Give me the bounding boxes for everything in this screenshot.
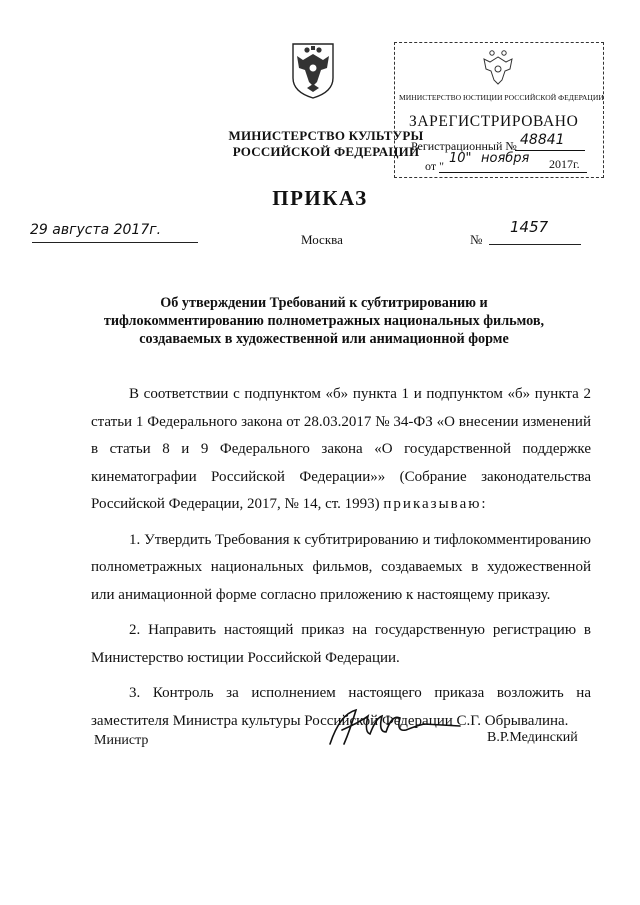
subject-line-3: создаваемых в художественной или анимационной форме <box>139 331 509 347</box>
subject-line-2: тифлокомментированию полнометражных национальных фильмов, <box>103 313 545 329</box>
stamp-date-prefix: от " <box>425 159 444 173</box>
subject-line-1: Об утверждении Требований к субтитрированию и <box>160 295 488 311</box>
document-title: ПРИКАЗ <box>272 186 368 210</box>
order-number-sign: № <box>470 232 483 247</box>
order-number-handwritten: 1457 <box>510 218 549 236</box>
order-city: Москва <box>301 232 343 247</box>
signer-name: В.Р.Мединский <box>487 730 578 745</box>
stamp-month: ноября <box>481 151 530 166</box>
order-body <box>91 381 591 735</box>
stamp-day: 10" <box>449 151 472 166</box>
stamp-coat-of-arms-icon <box>479 46 517 88</box>
order-item-2: 2. Направить настоящий приказ на государственную регистрацию в Министерство юстиции Российской Федерации. <box>91 622 591 666</box>
coat-of-arms-icon <box>289 38 337 100</box>
ministry-line-2: РОССИЙСКОЙ ФЕДЕРАЦИИ <box>232 144 420 159</box>
stamp-date-underline <box>439 172 587 173</box>
decree-word: приказываю: <box>383 496 488 512</box>
order-item-3: 3. Контроль за исполнением настоящего приказа возложить на заместителя Министра культуры Российской Федерации С.Г. Обрывалина. <box>91 685 591 729</box>
stamp-number-label: Регистрационный № <box>411 139 517 153</box>
order-date-underline <box>32 242 198 243</box>
order-subject <box>94 294 554 348</box>
signer-role: Министр <box>94 733 149 748</box>
order-item-1: 1. Утвердить Требования к субтитрированию и тифлокомментированию полнометражных национальных фильмов, создаваемых в художественной или анимационной форме согласно приложению к настоящему приказу. <box>91 531 591 603</box>
ministry-line-1: МИНИСТЕРСТВО КУЛЬТУРЫ <box>228 128 424 143</box>
stamp-number-value: 48841 <box>520 132 565 148</box>
stamp-registered-label: ЗАРЕГИСТРИРОВАНО <box>409 113 579 130</box>
stamp-year: 2017г. <box>549 157 580 171</box>
stamp-ministry: МИНИСТЕРСТВО ЮСТИЦИИ РОССИЙСКОЙ ФЕДЕРАЦИИ <box>399 93 604 102</box>
registration-stamp <box>394 42 604 178</box>
order-number-underline <box>489 244 581 245</box>
signature-icon <box>320 704 470 754</box>
preamble-text: В соответствии с подпунктом «б» пункта 1 и подпунктом «б» пункта 2 статьи 1 Федерального закона от 28.03.2017 № 34-ФЗ «О внесении изменений в статьи 8 и 9 Федерального закона «О государственной поддержке кинематографии Российской Федерации»» (Собрание законодательства Российской Федерации, 2017, № 14, ст. 1993) <box>91 386 591 512</box>
order-date-handwritten: 29 августа 2017г. <box>30 222 162 238</box>
preamble-paragraph <box>91 381 591 519</box>
